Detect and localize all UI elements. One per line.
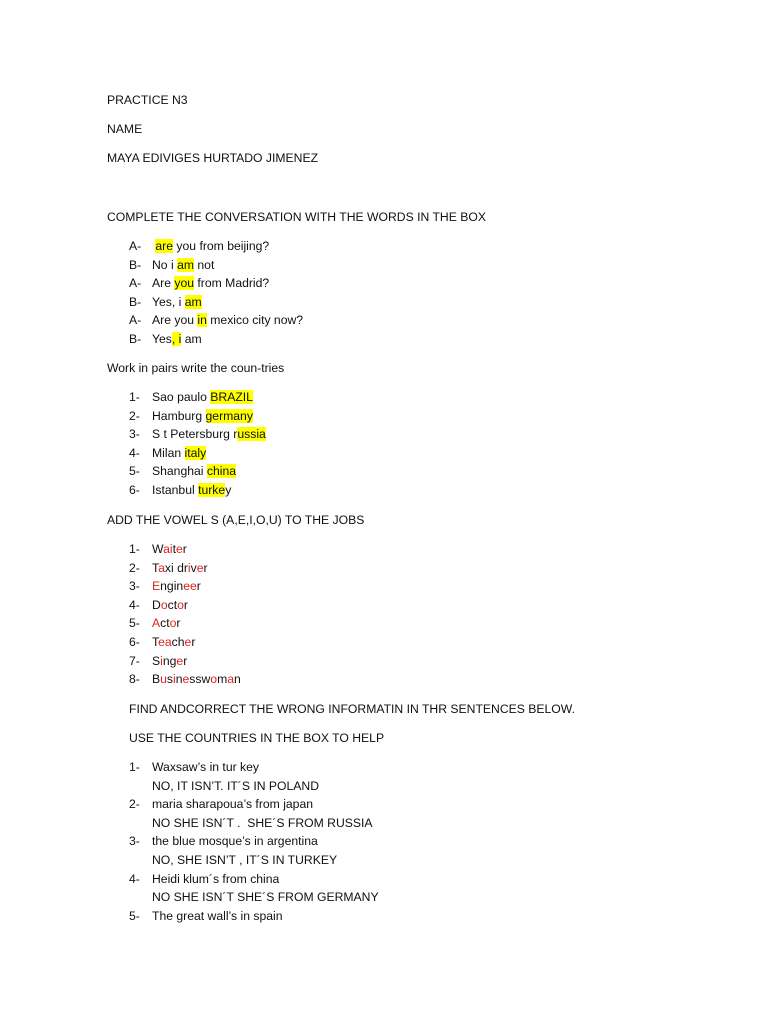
- text-segment: you from beijing?: [173, 239, 270, 253]
- vowel-letters: i: [187, 560, 191, 575]
- list-item: [152, 634, 195, 650]
- list-marker: 2-: [129, 797, 140, 812]
- list-marker: A-: [129, 313, 142, 328]
- list-item: [152, 445, 206, 461]
- text-segment: ct: [167, 597, 178, 612]
- list-item: NO SHE ISN´T . SHE´S FROM RUSSIA: [152, 815, 373, 830]
- list-item: [152, 389, 253, 405]
- highlighted-word: am: [184, 294, 202, 309]
- list-item: Waxsaw’s in tur key: [152, 760, 260, 774]
- text-segment: t: [172, 542, 176, 556]
- text-segment: am: [181, 332, 202, 346]
- text-segment: Yes: [152, 332, 172, 346]
- highlighted-word: BRAZIL: [210, 390, 253, 404]
- list-marker: 2-: [129, 560, 140, 575]
- text-segment: Are: [152, 276, 175, 291]
- text-segment: not: [194, 257, 215, 272]
- section4-instruction: FIND ANDCORRECT THE WRONG INFORMATIN IN THR SENTENCES BELOW.: [129, 702, 576, 716]
- text-segment: s: [166, 672, 174, 687]
- list-marker: A-: [129, 276, 142, 291]
- list-item: [152, 560, 208, 576]
- list-item: [152, 331, 202, 347]
- vowel-letters: o: [210, 672, 218, 687]
- list-marker: 2-: [129, 408, 140, 423]
- text-segment: Milan: [152, 445, 185, 460]
- text-segment: y: [225, 483, 232, 497]
- list-marker: 4-: [129, 597, 140, 612]
- vowel-letters: ai: [163, 542, 173, 556]
- list-marker: B-: [129, 294, 142, 309]
- vowel-letters: e: [184, 635, 192, 649]
- highlighted-word: you: [174, 276, 195, 291]
- list-item: NO, SHE ISN’T , IT´S IN TURKEY: [152, 853, 338, 867]
- list-marker: 3-: [129, 834, 140, 849]
- list-item: [152, 312, 303, 328]
- text-segment: r: [183, 653, 188, 668]
- vowel-letters: a: [227, 672, 235, 687]
- text-segment: Shanghai: [152, 464, 207, 479]
- list-marker: 8-: [129, 672, 140, 687]
- list-marker: 1-: [129, 390, 140, 404]
- list-marker: 3-: [129, 427, 140, 442]
- list-item: [152, 615, 180, 631]
- highlighted-word: are: [155, 239, 174, 253]
- list-marker: 3-: [129, 579, 140, 594]
- list-marker: 5-: [129, 464, 140, 479]
- text-segment: r: [176, 616, 181, 631]
- section1-instruction: COMPLETE THE CONVERSATION WITH THE WORDS IN THE BOX: [107, 210, 486, 224]
- list-item: [152, 426, 266, 442]
- vowel-letters: o: [169, 616, 177, 631]
- list-item: [152, 578, 201, 594]
- list-item: [152, 275, 269, 291]
- text-segment: m: [217, 672, 228, 687]
- text-segment: S t Petersburg r: [152, 427, 238, 442]
- list-marker: B-: [129, 332, 142, 346]
- highlighted-word: ussia: [237, 427, 266, 442]
- list-marker: 1-: [129, 542, 140, 556]
- vowel-letters: e: [196, 560, 204, 575]
- vowel-letters: e: [175, 542, 183, 556]
- text-segment: r: [191, 635, 196, 649]
- text-segment: Hamburg: [152, 408, 206, 423]
- vowel-letters: o: [177, 597, 184, 612]
- list-item: the blue mosque’s in argentina: [152, 834, 318, 849]
- list-item: Heidi klum´s from china: [152, 871, 280, 886]
- vowel-letters: i: [160, 653, 163, 668]
- list-marker: 5-: [129, 908, 140, 923]
- list-item: maria sharapoua’s from japan: [152, 797, 314, 812]
- text-segment: ng: [162, 653, 177, 668]
- list-item: [152, 597, 188, 613]
- section4-help: USE THE COUNTRIES IN THE BOX TO HELP: [129, 731, 385, 745]
- list-item: [152, 671, 241, 687]
- highlighted-word: italy: [184, 445, 207, 460]
- text-segment: T: [152, 635, 159, 649]
- list-item: [152, 408, 253, 424]
- text-segment: n: [234, 672, 241, 687]
- text-segment: n: [175, 672, 183, 687]
- text-segment: ssw: [189, 672, 211, 687]
- highlighted-word: turke: [198, 483, 226, 497]
- vowel-letters: o: [160, 597, 168, 612]
- list-item: NO SHE ISN´T SHE´S FROM GERMANY: [152, 890, 379, 905]
- section3-instruction: ADD THE VOWEL S (A,E,I,O,U) TO THE JOBS: [107, 513, 365, 527]
- list-marker: 4-: [129, 871, 140, 886]
- text-segment: v: [190, 560, 197, 575]
- vowel-letters: u: [160, 672, 167, 687]
- text-segment: xi dr: [164, 560, 188, 575]
- vowel-letters: E: [152, 579, 161, 594]
- list-item: [152, 653, 187, 669]
- text-segment: ngin: [160, 579, 184, 594]
- text-segment: r: [183, 597, 188, 612]
- list-marker: 5-: [129, 616, 140, 631]
- text-segment: ch: [171, 635, 185, 649]
- list-marker: 1-: [129, 760, 140, 774]
- list-item: [152, 541, 187, 557]
- highlighted-word: in: [197, 313, 207, 328]
- list-item: NO, IT ISN’T. IT´S IN POLAND: [152, 778, 320, 793]
- list-item: [152, 463, 236, 479]
- vowel-letters: ee: [183, 579, 197, 594]
- list-item: [152, 294, 202, 310]
- list-item: The great wall’s in spain: [152, 908, 283, 923]
- vowel-letters: ea: [158, 635, 172, 649]
- text-segment: Sao paulo: [152, 390, 211, 404]
- list-item: [152, 482, 231, 498]
- name-label: NAME: [107, 122, 143, 136]
- highlighted-word: china: [206, 464, 237, 479]
- text-segment: T: [152, 560, 159, 575]
- list-marker: B-: [129, 257, 142, 272]
- highlighted-word: , i: [171, 332, 182, 346]
- text-segment: r: [196, 579, 201, 594]
- list-item: [152, 257, 214, 273]
- text-segment: S: [152, 653, 161, 668]
- list-marker: A-: [129, 239, 142, 253]
- practice-title: PRACTICE N3: [107, 93, 188, 107]
- text-segment: Istanbul: [152, 483, 199, 497]
- text-segment: W: [152, 542, 164, 556]
- text-segment: r: [203, 560, 208, 575]
- text-segment: mexico city now?: [206, 313, 304, 328]
- highlighted-word: am: [177, 257, 194, 272]
- text-segment: D: [152, 597, 161, 612]
- text-segment: B: [152, 672, 161, 687]
- text-segment: from Madrid?: [194, 276, 270, 291]
- text-segment: r: [182, 542, 187, 556]
- vowel-letters: a: [158, 560, 165, 575]
- vowel-letters: i: [173, 672, 176, 687]
- highlighted-word: germany: [205, 408, 253, 423]
- vowel-letters: e: [176, 653, 184, 668]
- text-segment: No i: [152, 257, 178, 272]
- text-segment: ct: [160, 616, 170, 631]
- text-segment: Yes, i: [152, 294, 185, 309]
- section2-instruction: Work in pairs write the coun-tries: [107, 361, 285, 375]
- vowel-letters: e: [182, 672, 190, 687]
- vowel-letters: A: [152, 616, 161, 631]
- list-marker: 7-: [129, 653, 140, 668]
- list-marker: 4-: [129, 445, 140, 460]
- list-marker: 6-: [129, 635, 140, 649]
- list-marker: 6-: [129, 483, 140, 497]
- text-segment: Are you: [152, 313, 198, 328]
- student-name: MAYA EDIVIGES HURTADO JIMENEZ: [107, 151, 319, 165]
- list-item: [152, 238, 269, 254]
